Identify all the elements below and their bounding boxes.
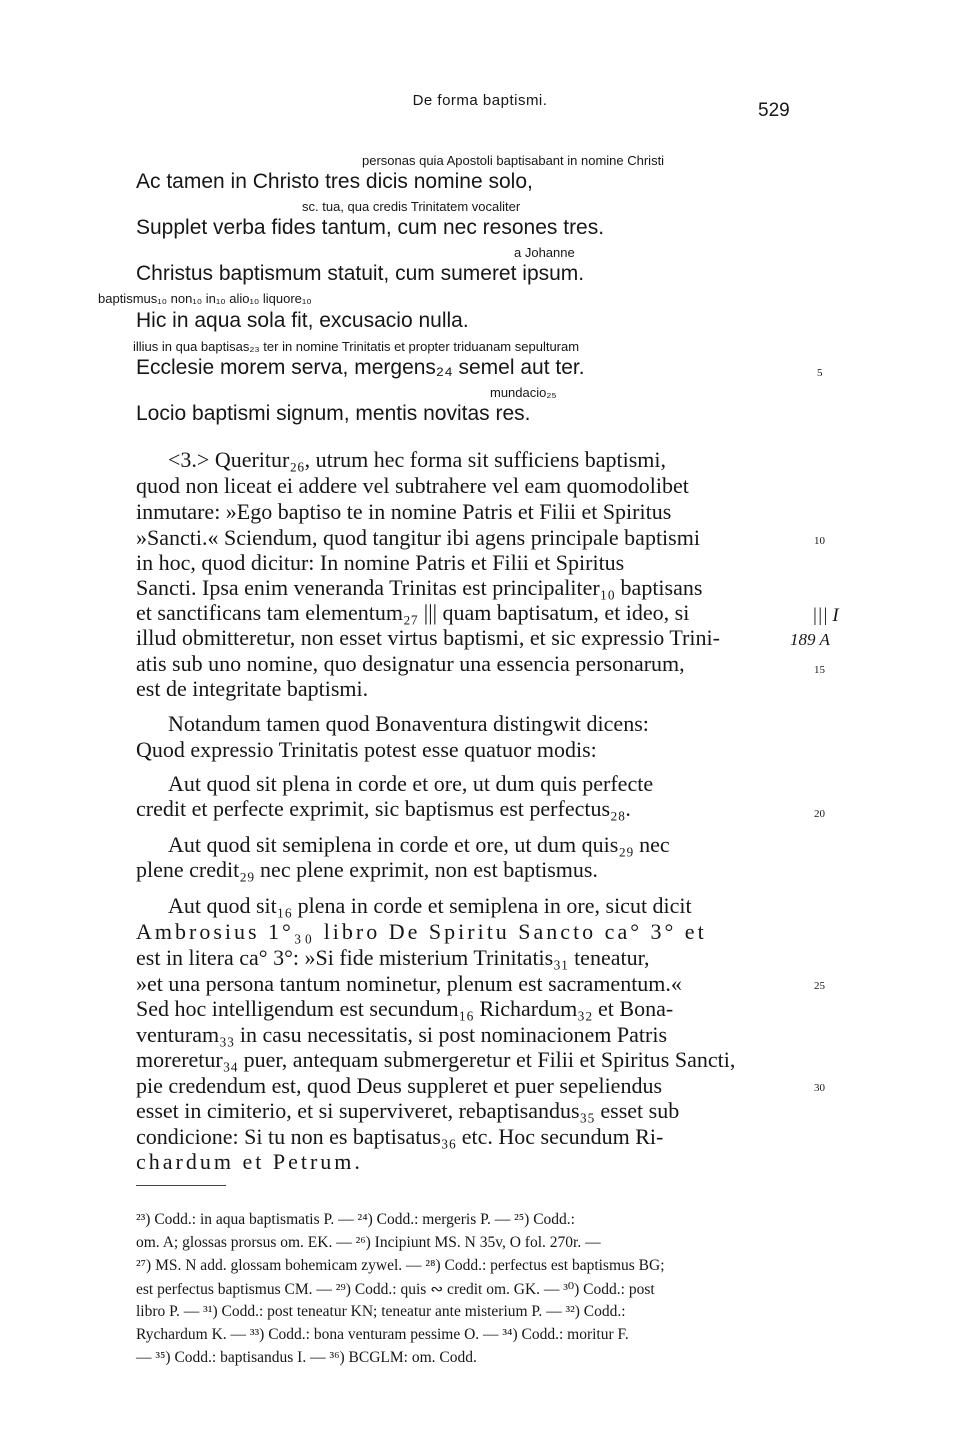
page-number: 529 xyxy=(758,100,790,121)
prose-line: inmutare: »Ego baptiso te in nomine Patris et Filii et Spiritus xyxy=(136,499,672,524)
footnote-line: est perfectus baptismus CM. — ²⁹) Codd.: quis ∾ credit om. GK. — ³⁰) Codd.: post xyxy=(136,1281,655,1298)
prose-line: Aut quod sit semiplena in corde et ore, ut dum quis₂₉ nec xyxy=(168,832,670,857)
verse-gloss: mundacio₂₅ xyxy=(490,385,557,400)
prose-line: moreretur₃₄ puer, antequam submergeretur et Filii et Spiritus Sancti, xyxy=(136,1047,736,1072)
prose-line: illud obmitteretur, non esset virtus baptismi, et sic expressio Trini- xyxy=(136,625,720,650)
footnote-line: Rychardum K. — ³³) Codd.: bona venturam pessime O. — ³⁴) Codd.: moritur F. xyxy=(136,1326,629,1343)
line-number: 25 xyxy=(814,980,825,992)
prose-line: venturam₃₃ in casu necessitatis, si post nominacionem Patris xyxy=(136,1022,668,1047)
prose-line: Sed hoc intelligendum est secundum₁₆ Richardum₃₂ et Bona- xyxy=(136,996,674,1021)
prose-line: est de integritate baptismi. xyxy=(136,676,369,701)
footnote-line: om. A; glossas prorsus om. EK. — ²⁶) Incipiunt MS. N 35v, O fol. 270r. — xyxy=(136,1234,601,1251)
prose-line: credit et perfecte exprimit, sic baptismus est perfectus₂₈. xyxy=(136,796,631,821)
verse-gloss: baptismus₁₀ non₁₀ in₁₀ alio₁₀ liquore₁₀ xyxy=(98,291,312,306)
verse-line: Ac tamen in Christo tres dicis nomine solo, xyxy=(136,170,533,193)
prose-line: condicione: Si tu non es baptisatus₃₆ etc. Hoc secundum Ri- xyxy=(136,1124,664,1149)
verse-gloss: personas quia Apostoli baptisabant in nomine Christi xyxy=(362,153,665,168)
footnote-line: libro P. — ³¹) Codd.: post teneatur KN; teneatur ante misterium P. — ³²) Codd.: xyxy=(136,1303,626,1320)
prose-line: esset in cimiterio, et si superviveret, rebaptisandus₃₅ esset sub xyxy=(136,1098,680,1123)
line-number: 5 xyxy=(817,367,823,379)
prose-line: Aut quod sit plena in corde et ore, ut dum quis perfecte xyxy=(168,771,654,796)
prose-line: et sanctificans tam elementum₂₇ ||| quam baptisatum, et ideo, si xyxy=(136,600,690,625)
prose-line: chardum et Petrum. xyxy=(136,1149,363,1174)
verse-line: Hic in aqua sola fit, excusacio nulla. xyxy=(136,309,469,332)
prose-line: »et una persona tantum nominetur, plenum est sacramentum.« xyxy=(136,971,682,996)
prose-line: atis sub uno nomine, quo designatur una essencia personarum, xyxy=(136,651,685,676)
verse-line: Supplet verba fides tantum, cum nec resones tres. xyxy=(136,216,605,239)
line-number: 20 xyxy=(814,808,825,820)
running-header: De forma baptismi. xyxy=(412,92,548,109)
footnote-line: ²⁷) MS. N add. glossam bohemicam zywel. — ²⁸) Codd.: perfectus est baptismus BG; xyxy=(136,1257,665,1274)
prose-line: Aut quod sit₁₆ plena in corde et semiplena in ore, sicut dicit xyxy=(168,893,692,918)
margin-reference: 189 A xyxy=(790,630,830,649)
prose-line: »Sancti.« Sciendum, quod tangitur ibi agens principale baptismi xyxy=(136,525,700,550)
prose-line: pie credendum est, quod Deus suppleret et puer sepeliendus xyxy=(136,1073,663,1098)
verse-line: Locio baptismi signum, mentis novitas res. xyxy=(136,402,531,425)
prose-line: est in litera ca° 3°: »Si fide misterium Trinitatis₃₁ teneatur, xyxy=(136,945,650,970)
footnote-line: — ³⁵) Codd.: baptisandus I. — ³⁶) BCGLM: om. Codd. xyxy=(136,1349,477,1366)
prose-line: <3.> Queritur₂₆, utrum hec forma sit sufficiens baptismi, xyxy=(168,447,666,472)
line-number: 30 xyxy=(814,1082,825,1094)
verse-gloss: sc. tua, qua credis Trinitatem vocaliter xyxy=(302,199,521,214)
prose-line: Sancti. Ipsa enim veneranda Trinitas est principaliter₁₀ baptisans xyxy=(136,575,703,600)
verse-line: Ecclesie morem serva, mergens₂₄ semel aut ter. xyxy=(136,356,585,379)
margin-reference: ||| I xyxy=(812,605,839,626)
footnote-line: ²³) Codd.: in aqua baptismatis P. — ²⁴) Codd.: mergeris P. — ²⁵) Codd.: xyxy=(136,1211,575,1228)
verse-gloss: illius in qua baptisas₂₃ ter in nomine Trinitatis et propter triduanam sepulturam xyxy=(133,339,580,354)
prose-line: in hoc, quod dicitur: In nomine Patris et Filii et Spiritus xyxy=(136,550,625,575)
line-number: 15 xyxy=(814,664,825,676)
footnote-rule xyxy=(136,1185,226,1186)
prose-line: Quod expressio Trinitatis potest esse quatuor modis: xyxy=(136,737,597,762)
verse-gloss: a Johanne xyxy=(514,245,575,260)
prose-line: quod non liceat ei addere vel subtrahere vel eam quomodolibet xyxy=(136,473,689,498)
prose-line: Ambrosius 1°₃₀ libro De Spiritu Sancto ca° 3° et xyxy=(136,919,707,944)
verse-line: Christus baptismum statuit, cum sumeret ipsum. xyxy=(136,262,585,285)
line-number: 10 xyxy=(814,535,825,547)
prose-line: plene credit₂₉ nec plene exprimit, non est baptismus. xyxy=(136,857,598,882)
prose-line: Notandum tamen quod Bonaventura distingwit dicens: xyxy=(168,711,649,736)
